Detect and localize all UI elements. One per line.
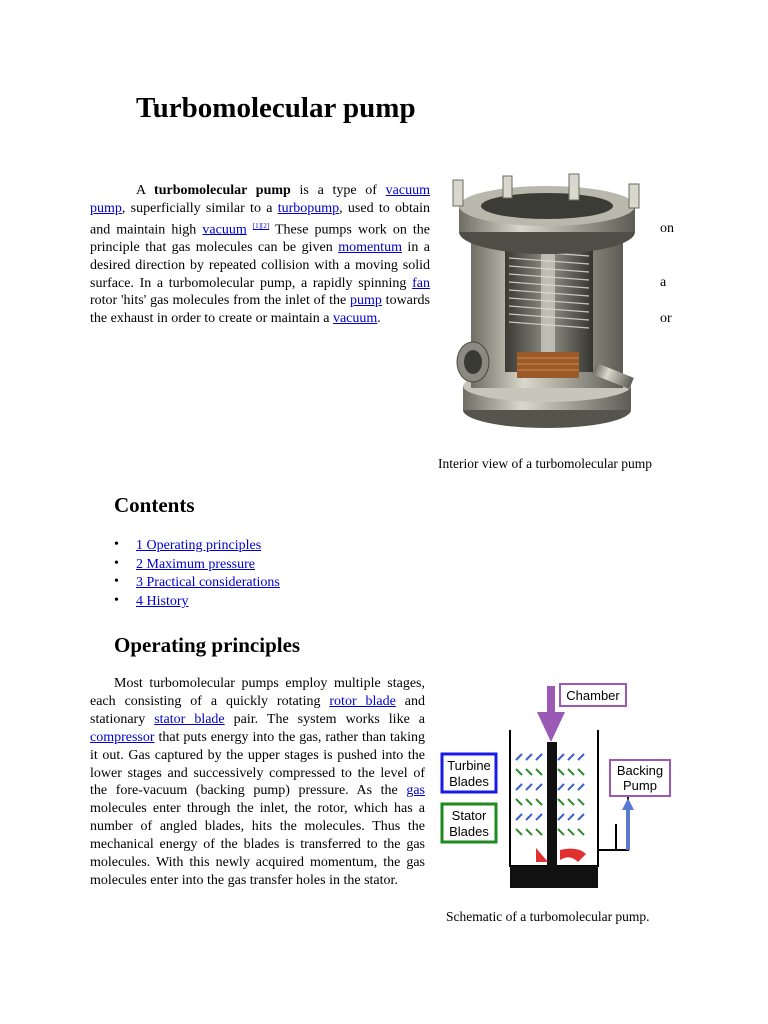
backing-line: [598, 788, 628, 850]
toc-item: [114, 575, 280, 594]
rotor-shaft: [547, 742, 557, 866]
toc-link-operating-principles[interactable]: 1 Operating principles: [136, 538, 262, 553]
page-title: Turbomolecular pump: [136, 92, 416, 124]
toc-link-practical-considerations[interactable]: 3 Practical considerations: [136, 575, 280, 591]
wrapped-word: or: [660, 311, 672, 326]
toc-item: [114, 557, 280, 576]
term-bold: turbomolecular pump: [154, 183, 291, 198]
toc-link-maximum-pressure[interactable]: 2 Maximum pressure: [136, 556, 255, 572]
toc-item: [114, 594, 280, 613]
intro-paragraph: A turbomolecular pump is a type of vacuum pump, superficially similar to a turbopump, used to obtain and maintain high vacuum [1][2] These pumps work on the principle that gas molecules can be given momentum in a desired direction by repeated collision with a moving solid surface. In a turbomolecular pump, a rapidly spinning fan rotor 'hits' gas molecules from the inlet of the pump towards the exhaust in order to create or maintain a vacuum.: [90, 183, 431, 327]
operating-paragraph: Most turbomolecular pumps employ multiple stages, each consisting of a quickly rotating rotor blade and stationary stator blade pair. The system works like a compressor that puts energy into the gas, rather than taking it out. Gas captured by the upper stages is pushed into the lower stages and successively compressed to the level of the fore-vacuum (backing pump) pressure. As the gas molecules enter through the inlet, the rotor, which has a number of angled blades, hits the molecules. Thus the mechanical energy of the blades is transferred to the gas molecules. With this newly acquired momentum, the gas molecules enter into the gas transfer holes in the stator.: [90, 676, 426, 888]
link-fan[interactable]: fan: [412, 275, 430, 291]
link-momentum[interactable]: momentum: [338, 240, 402, 256]
contents-heading: Contents: [114, 493, 195, 517]
stator-label-line2: Blades: [449, 824, 489, 839]
turbomolecular-pump-photo: [443, 172, 651, 442]
wrapped-word: on: [660, 221, 674, 236]
flow-left: [536, 848, 548, 862]
backing-arrow: [622, 798, 634, 810]
backing-label-line2: Pump: [623, 778, 657, 793]
link-stator-blade[interactable]: stator blade: [154, 711, 225, 727]
link-gas[interactable]: gas: [406, 783, 425, 799]
section-heading-operating-principles: Operating principles: [114, 633, 301, 657]
pump-base: [510, 866, 598, 888]
link-vacuum[interactable]: vacuum: [202, 222, 247, 238]
link-vacuum-pump[interactable]: vacuum pump: [90, 183, 430, 216]
turbine-label-line1: Turbine: [447, 758, 491, 773]
link-rotor-blade[interactable]: rotor blade: [329, 693, 396, 709]
chamber-label: Chamber: [566, 688, 620, 703]
table-of-contents: [114, 538, 280, 613]
schematic-caption: Schematic of a turbomolecular pump.: [446, 909, 650, 924]
pump-schematic-diagram: [438, 680, 674, 896]
wrapped-word: a: [660, 275, 667, 290]
reference-link[interactable]: [1][2]: [252, 221, 270, 230]
backing-label-line1: Backing: [616, 763, 664, 778]
link-turbopump[interactable]: turbopump: [277, 200, 340, 216]
inflow-arrow-shaft: [547, 686, 555, 714]
link-pump[interactable]: pump: [350, 293, 382, 309]
flow-right: [560, 849, 586, 862]
inflow-arrow-head: [537, 712, 565, 742]
link-compressor[interactable]: compressor: [90, 729, 155, 745]
stator-label-line1: Stator: [451, 808, 487, 823]
toc-item: [114, 538, 280, 557]
image-caption: Interior view of a turbomolecular pump: [438, 456, 653, 471]
link-vacuum-2[interactable]: vacuum: [332, 311, 378, 327]
turbine-label-line2: Blades: [449, 774, 489, 789]
toc-link-history[interactable]: 4 History: [136, 594, 189, 610]
